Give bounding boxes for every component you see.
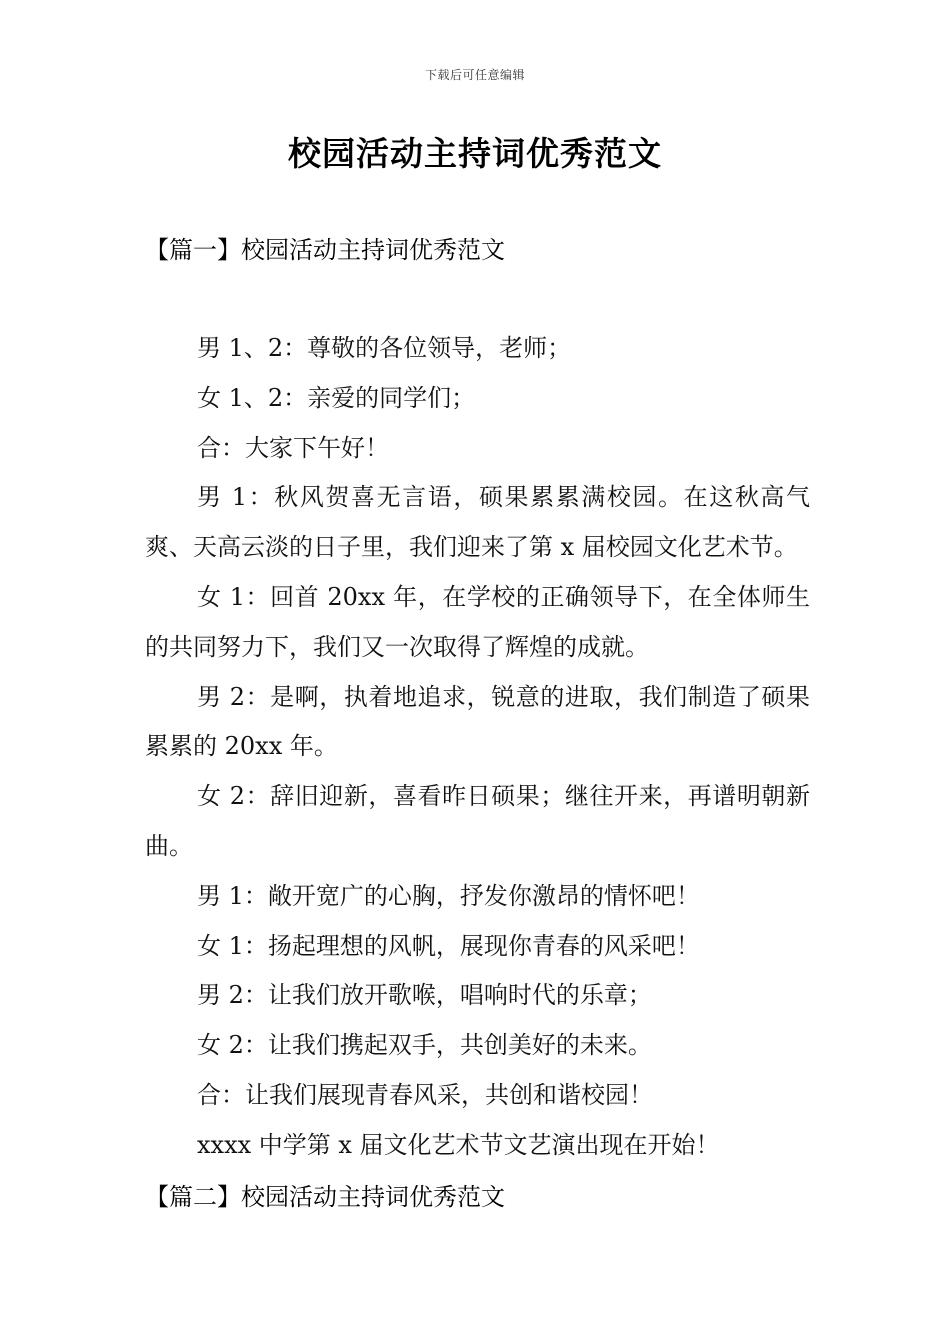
document-body <box>145 324 810 1171</box>
paragraph: 男 1：秋风贺喜无言语，硕果累累满校园。在这秋高气爽、天高云淡的日子里，我们迎来了第 x 届校园文化艺术节。 <box>145 483 810 562</box>
paragraph: 男 2：是啊，执着地追求，锐意的进取，我们制造了硕果累累的 20xx 年。 <box>145 682 810 761</box>
paragraph: 女 1：回首 20xx 年，在学校的正确领导下，在全体师生的共同努力下，我们又一次取得了辉煌的成就。 <box>145 582 810 661</box>
paragraph: 男 1：敞开宽广的心胸，抒发你激昂的情怀吧！ <box>197 881 700 910</box>
section-heading-2: 【篇二】校园活动主持词优秀范文 <box>145 1183 505 1211</box>
paragraph: 女 2：辞旧迎新，喜看昨日硕果；继往开来，再谱明朝新曲。 <box>145 782 810 860</box>
paragraph: 男 2：让我们放开歌喉，唱响时代的乐章； <box>197 981 652 1010</box>
paragraph: 女 1：扬起理想的风帆，展现你青春的风采吧！ <box>197 931 700 960</box>
paragraph: 合：让我们展现青春风采，共创和谐校园！ <box>197 1080 653 1109</box>
paragraph: 女 2：让我们携起双手，共创美好的未来。 <box>197 1031 652 1060</box>
paragraph: 女 1、2：亲爱的同学们； <box>197 383 476 412</box>
document-title: 校园活动主持词优秀范文 <box>288 134 662 173</box>
paragraph: xxxx 中学第 x 届文化艺术节文艺演出现在开始！ <box>197 1130 720 1159</box>
paragraph: 男 1、2：尊敬的各位领导，老师； <box>197 334 572 362</box>
paragraph: 合：大家下午好！ <box>197 433 389 462</box>
header-note: 下载后可任意编辑 <box>424 68 525 82</box>
section-heading-1: 【篇一】校园活动主持词优秀范文 <box>145 236 505 264</box>
